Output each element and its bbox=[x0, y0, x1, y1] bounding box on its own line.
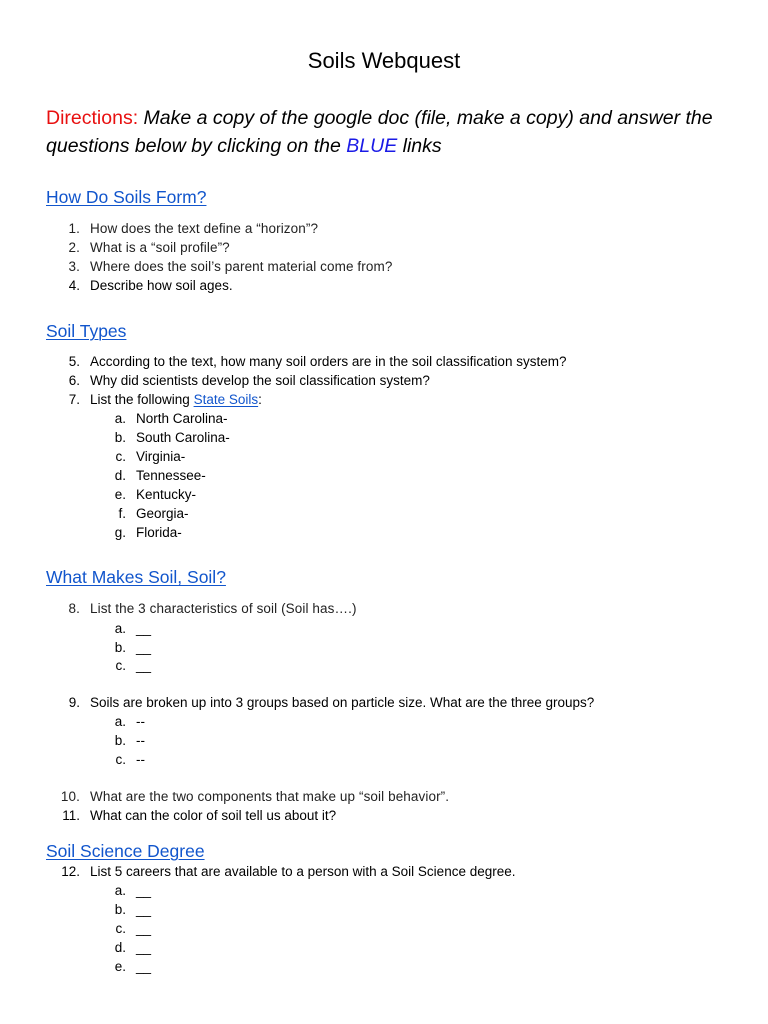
answer-blank: d. __ bbox=[114, 940, 152, 955]
question-2: 2. What is a “soil profile”? bbox=[68, 240, 230, 255]
state-item: g. Florida- bbox=[114, 525, 182, 540]
state-item: c. Virginia- bbox=[115, 449, 186, 464]
link-how-do-soils-form[interactable]: How Do Soils Form? bbox=[46, 187, 207, 207]
state-item: b. South Carolina- bbox=[114, 430, 230, 445]
directions-trailing: links bbox=[402, 135, 442, 157]
link-soil-types[interactable]: Soil Types bbox=[46, 321, 127, 341]
answer-blank: a. -- bbox=[114, 714, 145, 729]
directions-paragraph bbox=[46, 104, 736, 160]
state-item: e. Kentucky- bbox=[114, 487, 197, 502]
question-1: 1. How does the text define a “horizon”? bbox=[68, 221, 319, 236]
page-title: Soils Webquest bbox=[307, 48, 461, 73]
answer-blank: e. __ bbox=[114, 959, 152, 974]
state-item: a. North Carolina- bbox=[114, 411, 228, 426]
state-item: f. Georgia- bbox=[118, 506, 189, 521]
link-soil-science-degree[interactable]: Soil Science Degree bbox=[46, 841, 205, 861]
directions-label: Directions: bbox=[46, 107, 139, 129]
answer-blank: a. __ bbox=[114, 621, 152, 636]
question-3: 3. Where does the soil’s parent material come from? bbox=[68, 259, 393, 274]
answer-blank: c. __ bbox=[115, 921, 152, 936]
directions-text: Make a copy of the google doc (file, make a copy) and answer the questions below by clicking on the bbox=[46, 107, 713, 157]
question-10: 10. What are the two components that make up “soil behavior”. bbox=[60, 789, 450, 804]
answer-blank: c. -- bbox=[115, 752, 145, 767]
answer-blank: c. __ bbox=[115, 658, 152, 673]
question-7: 7. List the following State Soils: bbox=[68, 392, 262, 407]
question-5: 5. According to the text, how many soil orders are in the soil classification system? bbox=[68, 354, 567, 369]
answer-blank: a. __ bbox=[114, 883, 152, 898]
question-9: 9. Soils are broken up into 3 groups based on particle size. What are the three groups? bbox=[68, 695, 595, 710]
answer-blank: b. __ bbox=[114, 640, 152, 655]
state-item: d. Tennessee- bbox=[114, 468, 206, 483]
link-what-makes-soil-soil[interactable]: What Makes Soil, Soil? bbox=[46, 567, 226, 587]
question-11: 11. What can the color of soil tell us about it? bbox=[62, 808, 337, 823]
question-12: 12. List 5 careers that are available to a person with a Soil Science degree. bbox=[61, 864, 516, 879]
link-state-soils[interactable]: State Soils bbox=[193, 392, 259, 407]
question-4: 4. Describe how soil ages. bbox=[68, 278, 233, 293]
blue-word: BLUE bbox=[346, 135, 398, 157]
answer-blank: b. __ bbox=[114, 902, 152, 917]
answer-blank: b. -- bbox=[114, 733, 145, 748]
question-6: 6. Why did scientists develop the soil classification system? bbox=[68, 373, 430, 388]
question-8: 8. List the 3 characteristics of soil (Soil has….) bbox=[68, 601, 357, 616]
